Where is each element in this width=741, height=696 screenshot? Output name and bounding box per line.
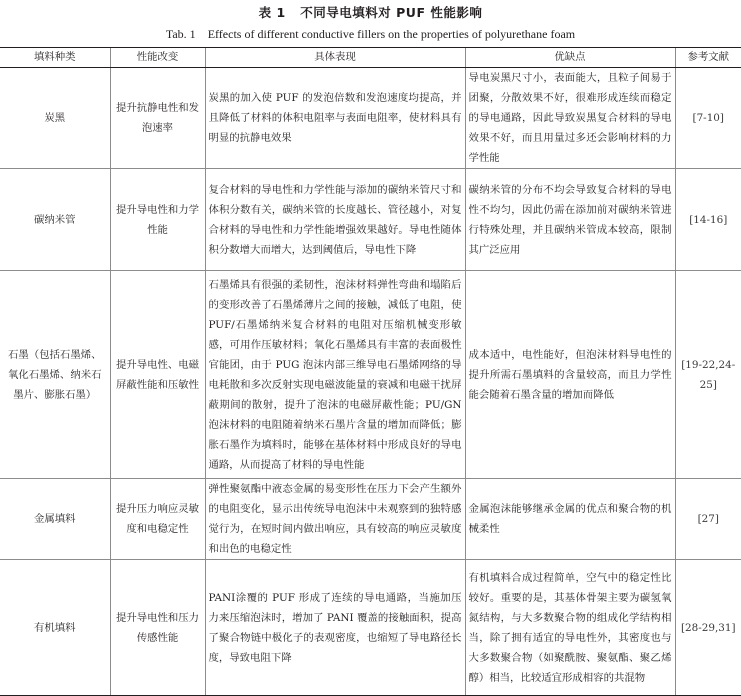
refs-cell: [7-10] — [675, 68, 741, 169]
detail-cell: 炭黑的加入使 PUF 的发泡倍数和发泡速度均提高，并且降低了材料的体积电阻率与表面电阻率，使材料具有明显的抗静电效果 — [205, 68, 465, 169]
header-specific-performance: 具体表现 — [205, 48, 465, 68]
table-title-en-text: Effects of different conductive fillers on the properties of polyurethane foam — [207, 27, 576, 41]
header-filler-type: 填料种类 — [0, 48, 110, 68]
fillers-table — [0, 47, 741, 696]
table-row — [0, 169, 741, 271]
pros-cons-cell: 有机填料合成过程简单，空气中的稳定性比较好。重要的是，其基体骨架主要为碳氢氧氮结构，与大多数聚合物的组成化学结构相当，除了拥有适宜的导电性外，其密度也与大多数聚合物（如聚酰胺、聚氨酯、聚乙烯醇）相当，比较适宜形成相容的共混物 — [465, 560, 675, 696]
change-cell: 提升导电性和压力传感性能 — [110, 560, 205, 696]
refs-cell: [28-29,31] — [675, 560, 741, 696]
pros-cons-cell: 成本适中，电性能好，但泡沫材料导电性的提升所需石墨填料的含量较高，而且力学性能会随着石墨含量的增加而降低 — [465, 271, 675, 479]
change-cell: 提升抗静电性和发泡速率 — [110, 68, 205, 169]
header-pros-cons: 优缺点 — [465, 48, 675, 68]
table-title-cn — [0, 4, 741, 22]
filler-cell: 有机填料 — [0, 560, 110, 696]
detail-cell: 石墨烯具有很强的柔韧性，泡沫材料弹性弯曲和塌陷后的变形改善了石墨烯薄片之间的接触，减低了电阻，使 PUF/石墨烯纳米复合材料的电阻对压缩机械变形敏感，可用作压敏材料；氧化石墨烯具有丰富的表面极性官能团，由于 PUG 泡沫内部三维导电石墨烯网络的导电耗散和多次反射实现电磁波能量的衰减和电磁干扰屏蔽期间的散射，提升了泡沫的电磁屏蔽性能；PU/GN 泡沫材料的电阻随着纳米石墨片含量的增加而降低；膨胀石墨作为填料时，能够在基体材料中形成良好的导电通路，从而提高了材料的导电性能 — [205, 271, 465, 479]
filler-cell: 金属填料 — [0, 479, 110, 560]
header-property-change: 性能改变 — [110, 48, 205, 68]
change-cell: 提升压力响应灵敏度和电稳定性 — [110, 479, 205, 560]
table-row — [0, 479, 741, 560]
header-references: 参考文献 — [675, 48, 741, 68]
table-title-cn-text: 不同导电填料对 PUF 性能影响 — [300, 5, 483, 20]
table-label-cn: 表 1 — [258, 5, 286, 20]
table-row — [0, 68, 741, 169]
table-body — [0, 68, 741, 696]
filler-cell: 炭黑 — [0, 68, 110, 169]
change-cell: 提升导电性和力学性能 — [110, 169, 205, 271]
header-row — [0, 48, 741, 68]
table-row — [0, 271, 741, 479]
filler-cell: 碳纳米管 — [0, 169, 110, 271]
table-label-en: Tab. 1 — [165, 27, 196, 41]
filler-cell: 石墨（包括石墨烯、氧化石墨烯、纳米石墨片、膨胀石墨） — [0, 271, 110, 479]
refs-cell: [19-22,24-25] — [675, 271, 741, 479]
pros-cons-cell: 导电炭黑尺寸小，表面能大，且粒子间易于团聚，分散效果不好，很难形成连续而稳定的导电通路，因此导致炭黑复合材料的导电效果不好，而且用量过多还会影响材料的力学性能 — [465, 68, 675, 169]
pros-cons-cell: 碳纳米管的分布不均会导致复合材料的导电性不均匀，因此仍需在添加前对碳纳米管进行特殊处理，并且碳纳米管成本较高，限制其广泛应用 — [465, 169, 675, 271]
table-title-en — [0, 26, 741, 42]
table-header — [0, 48, 741, 68]
pros-cons-cell: 金属泡沫能够继承金属的优点和聚合物的机械柔性 — [465, 479, 675, 560]
detail-cell: 复合材料的导电性和力学性能与添加的碳纳米管尺寸和体积分数有关，碳纳米管的长度越长、管径越小，对复合材料的导电性和力学性能增强效果越好。导电性随体积分数增大而增大，达到阈值后，导电性下降 — [205, 169, 465, 271]
refs-cell: [27] — [675, 479, 741, 560]
change-cell: 提升导电性、电磁屏蔽性能和压敏性 — [110, 271, 205, 479]
detail-cell: PANI涂覆的 PUF 形成了连续的导电通路，当施加压力来压缩泡沫时，增加了 PANI 覆盖的接触面积，提高了聚合物链中极化子的表观密度，也缩短了导电路径长度，导致电阻下降 — [205, 560, 465, 696]
table-row — [0, 560, 741, 696]
detail-cell: 弹性聚氨酯中液态金属的易变形性在压力下会产生额外的电阻变化，显示出传统导电泡沫中未观察到的独特感觉行为，在短时间内做出响应，具有较高的响应灵敏度和出色的电稳定性 — [205, 479, 465, 560]
refs-cell: [14-16] — [675, 169, 741, 271]
